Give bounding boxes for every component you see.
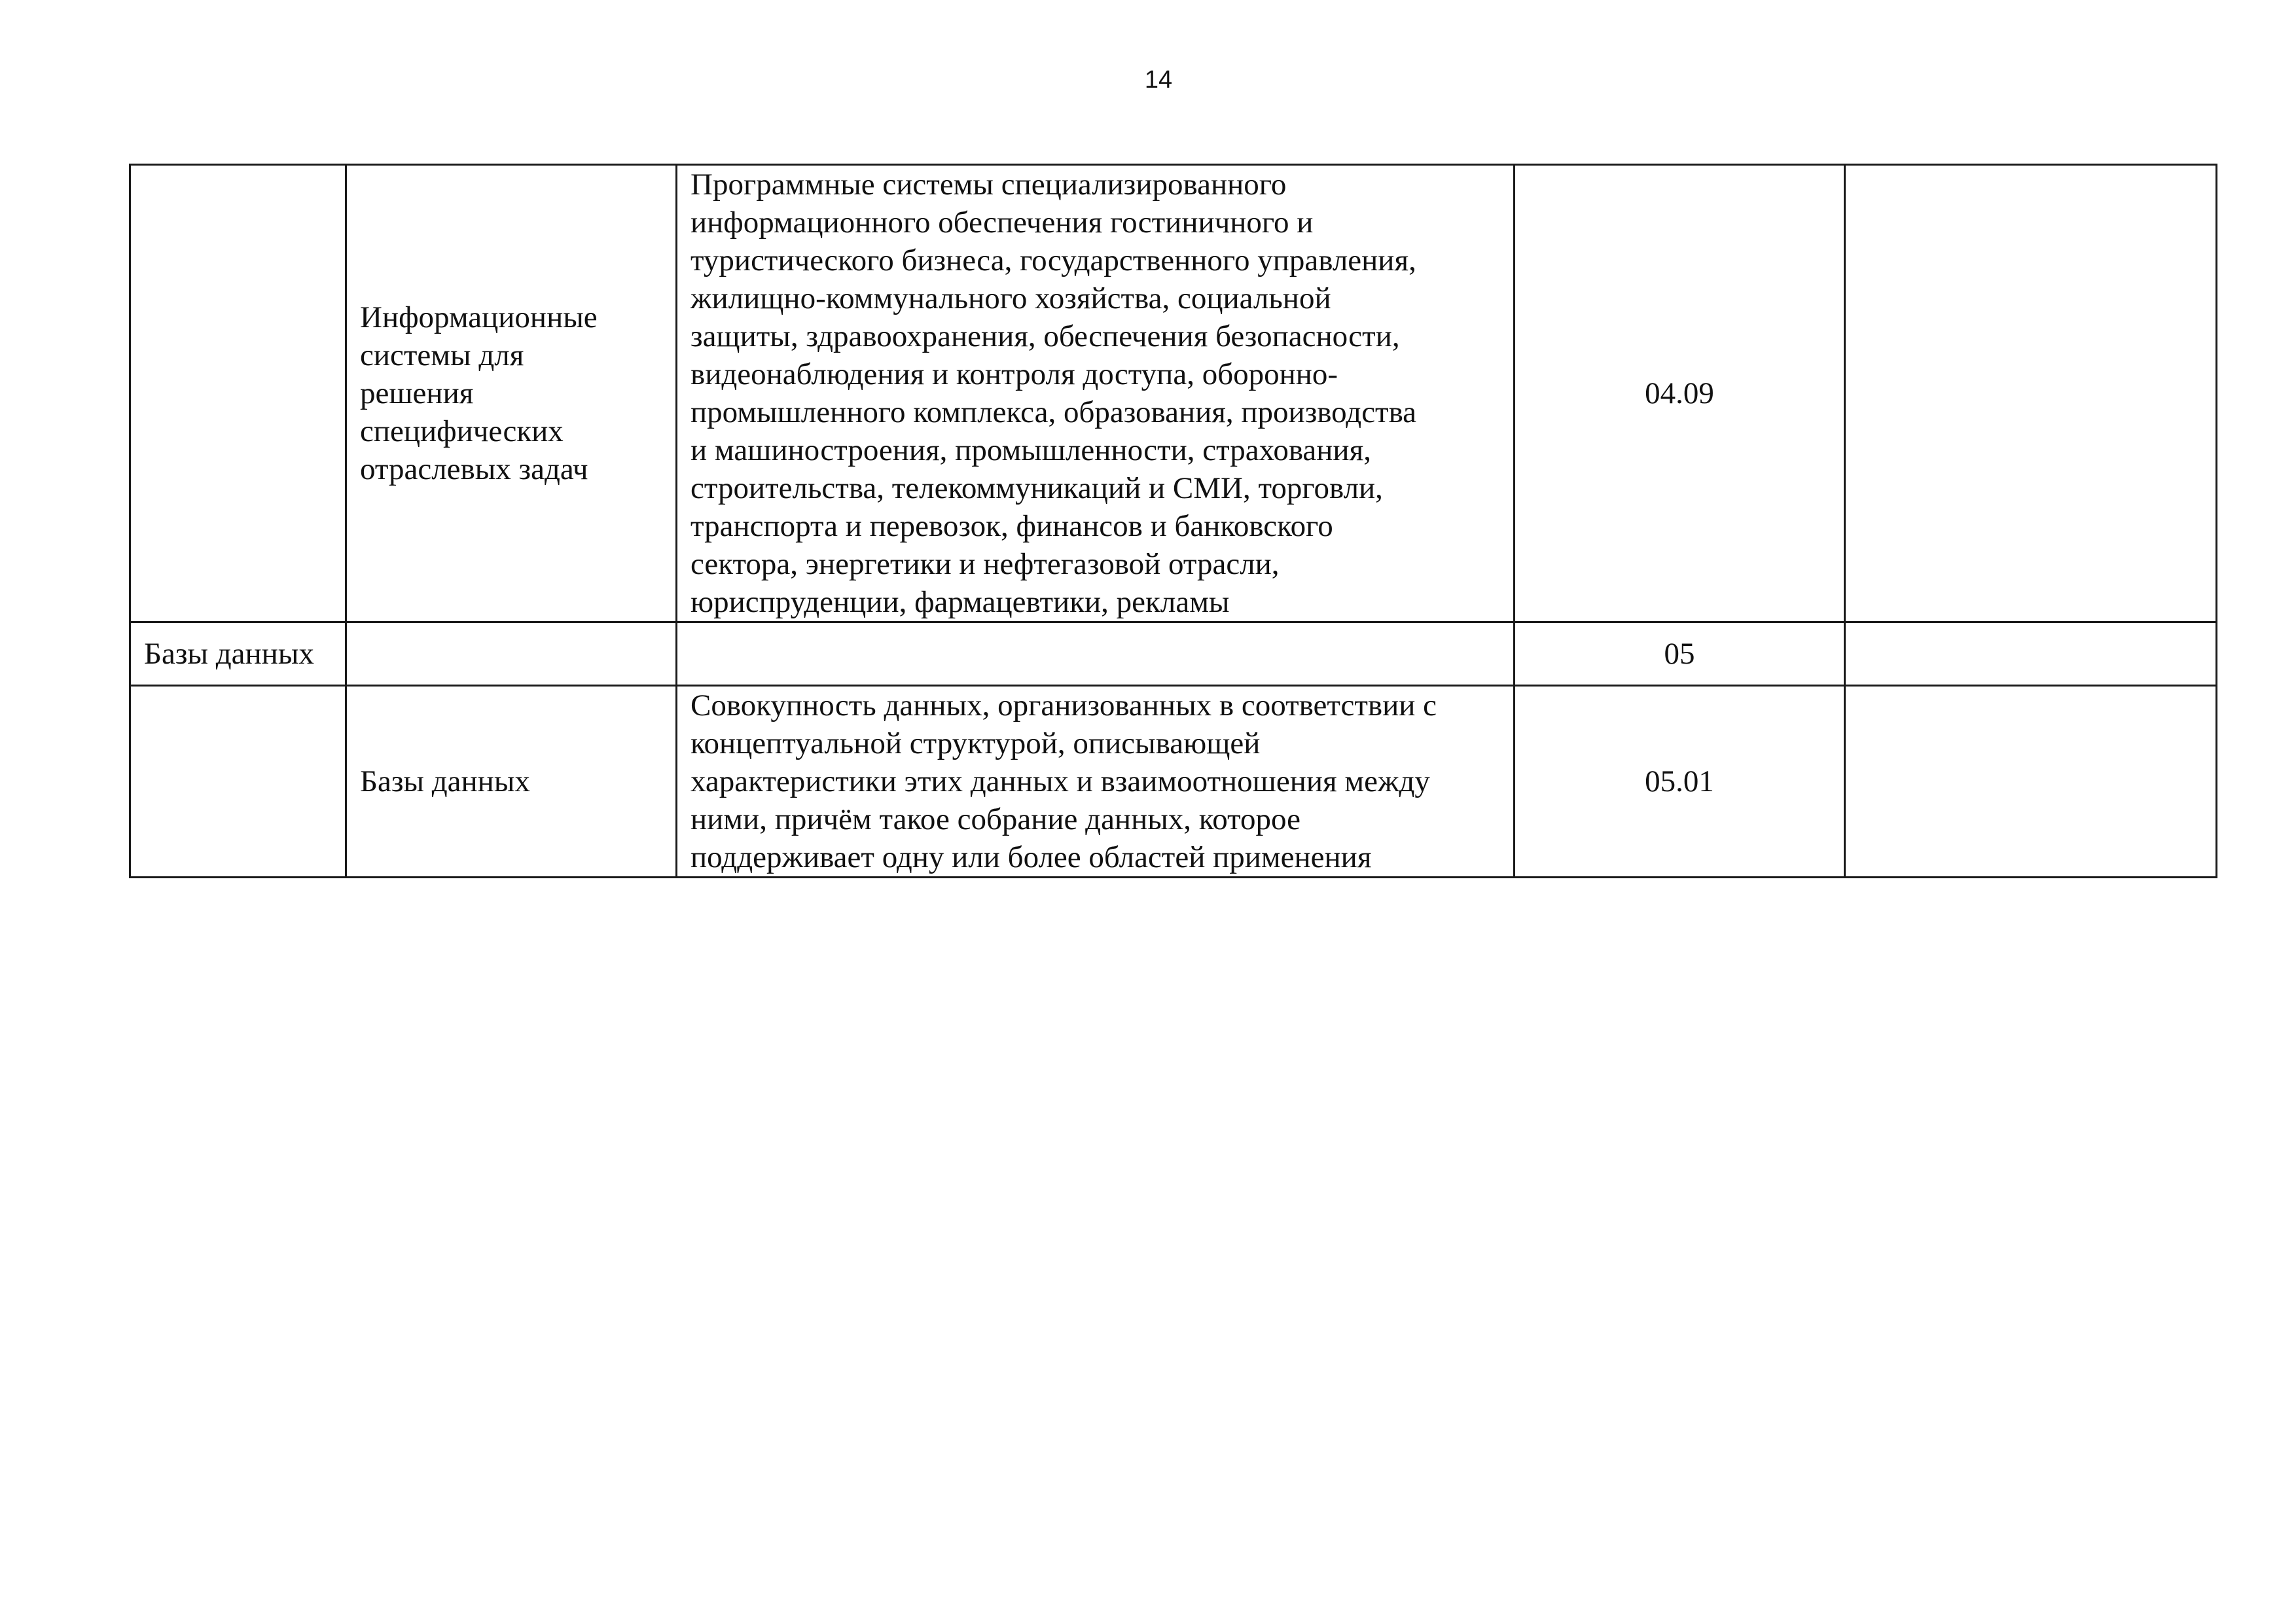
table-row [130, 686, 2217, 878]
description-cell [677, 622, 1515, 686]
code-cell: 05.01 [1515, 686, 1845, 878]
note-cell [1845, 622, 2217, 686]
description-cell: Программные системы специализированного информационного обеспечения гостиничного и туристического бизнеса, государственного управления, жилищно-коммунального хозяйства, социальной защиты, здравоохранения, обеспечения безопасности, видеонаблюдения и контроля доступа, оборонно- промышленного комплекса, образования, производства и машиностроения, промышленности, страхования, строительства, телекоммуникаций и СМИ, торговли, транспорта и перевозок, финансов и банковского сектора, энергетики и нефтегазовой отрасли, юриспруденции, фармацевтики, рекламы [677, 165, 1515, 622]
code-cell: 05 [1515, 622, 1845, 686]
subsection-cell: Базы данных [346, 686, 677, 878]
subsection-cell [346, 622, 677, 686]
classification-table [129, 164, 2217, 878]
section-cell: Базы данных [130, 622, 346, 686]
code-cell: 04.09 [1515, 165, 1845, 622]
table-row [130, 165, 2217, 622]
note-cell [1845, 165, 2217, 622]
section-cell [130, 686, 346, 878]
section-cell [130, 165, 346, 622]
page-number: 14 [1144, 66, 1173, 94]
subsection-cell: Информационные системы для решения специфических отраслевых задач [346, 165, 677, 622]
note-cell [1845, 686, 2217, 878]
table-row [130, 622, 2217, 686]
description-cell: Совокупность данных, организованных в соответствии с концептуальной структурой, описывающей характеристики этих данных и взаимоотношения между ними, причём такое собрание данных, которое поддерживает одну или более областей применения [677, 686, 1515, 878]
